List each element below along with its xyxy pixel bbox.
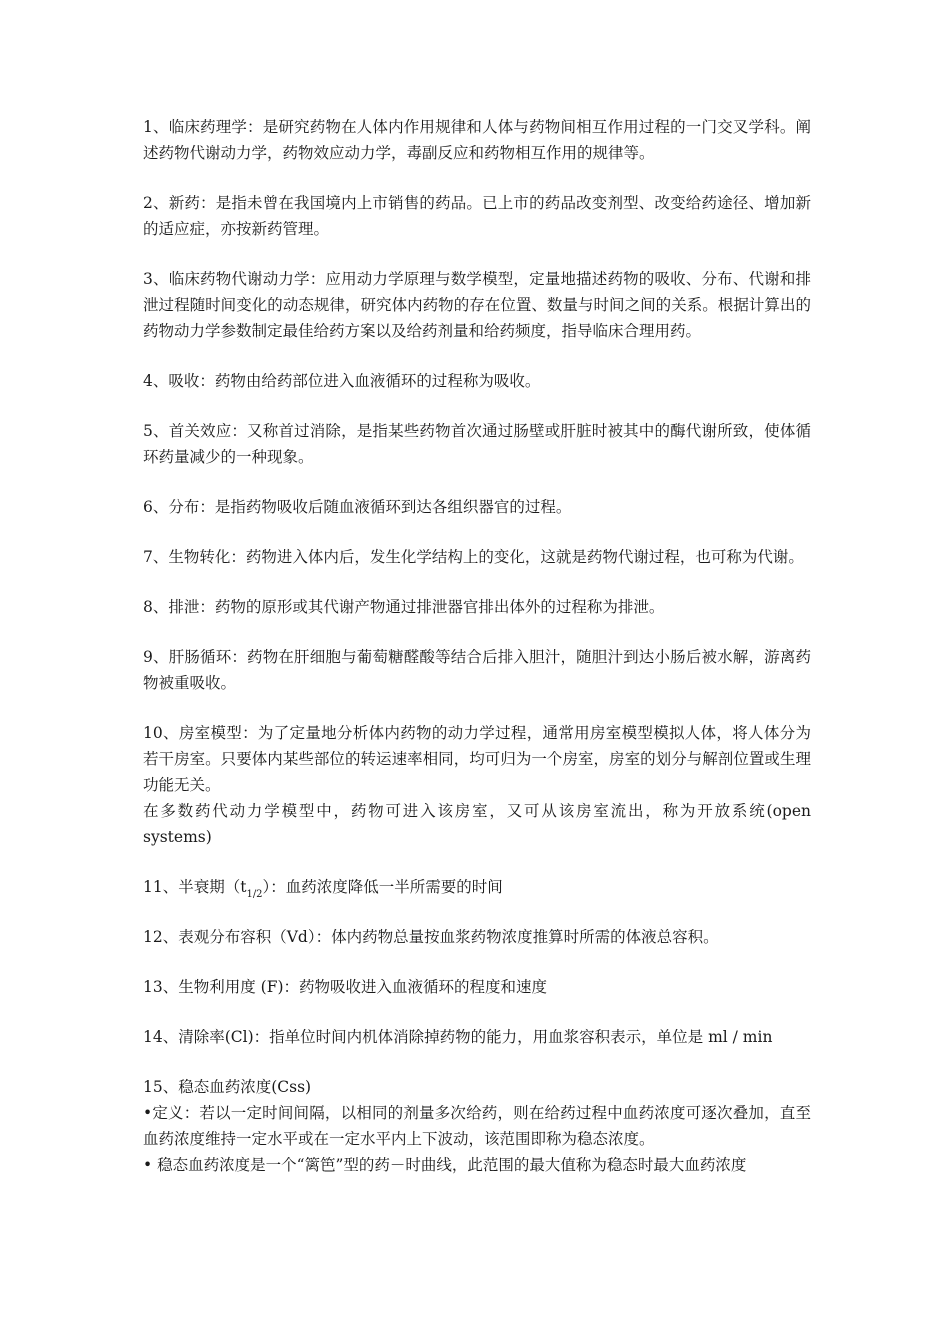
definition-paragraph-10 <box>143 720 811 850</box>
definition-text: 7、生物转化：药物进入体内后，发生化学结构上的变化，这就是药物代谢过程，也可称为代谢。 <box>143 548 804 566</box>
definition-paragraph-13 <box>143 974 811 1000</box>
definition-text: 3、临床药物代谢动力学：应用动力学原理与数学模型，定量地描述药物的吸收、分布、代谢和排泄过程随时间变化的动态规律，研究体内药物的存在位置、数量与时间之间的关系。根据计算出的药物动力学参数制定最佳给药方案以及给药剂量和给药频度，指导临床合理用药。 <box>143 270 811 340</box>
bullet-definition: •定义：若以一定时间间隔，以相同的剂量多次给药，则在给药过程中血药浓度可逐次叠加，直至血药浓度维持一定水平或在一定水平内上下波动，该范围即称为稳态浓度。 <box>143 1104 811 1148</box>
definition-paragraph-9 <box>143 644 811 696</box>
definition-paragraph-5 <box>143 418 811 470</box>
definition-extra-text: 在多数药代动力学模型中，药物可进入该房室，又可从该房室流出，称为开放系统(open systems) <box>143 802 811 846</box>
definition-text: 10、房室模型：为了定量地分析体内药物的动力学过程，通常用房室模型模拟人体，将人体分为若干房室。只要体内某些部位的转运速率相同，均可归为一个房室，房室的划分与解剖位置或生理功能无关。 <box>143 724 811 794</box>
bullet-steady-state: • 稳态血药浓度是一个“篱笆”型的药－时曲线，此范围的最大值称为稳态时最大血药浓度 <box>143 1156 747 1174</box>
definition-text: 13、生物利用度 (F)：药物吸收进入血液循环的程度和速度 <box>143 978 548 996</box>
definition-paragraph-12 <box>143 924 811 950</box>
definition-text: 4、吸收：药物由给药部位进入血液循环的过程称为吸收。 <box>143 372 541 390</box>
definition-paragraph-4 <box>143 368 811 394</box>
definition-text: 15、稳态血药浓度(Css) <box>143 1078 312 1096</box>
document-body <box>143 114 811 1202</box>
definition-paragraph-3 <box>143 266 811 344</box>
half-life-subscript: 1/2 <box>246 889 263 900</box>
definition-text: 1、临床药理学：是研究药物在人体内作用规律和人体与药物间相互作用过程的一门交叉学科。阐述药物代谢动力学，药物效应动力学，毒副反应和药物相互作用的规律等。 <box>143 118 811 162</box>
definition-paragraph-7 <box>143 544 811 570</box>
definition-text: 12、表观分布容积（Vd）：体内药物总量按血浆药物浓度推算时所需的体液总容积。 <box>143 928 719 946</box>
definition-text <box>143 874 811 900</box>
half-life-label: 11、半衰期（t <box>143 878 247 896</box>
definition-paragraph-8 <box>143 594 811 620</box>
definition-paragraph-15 <box>143 1074 811 1178</box>
definition-paragraph-2 <box>143 190 811 242</box>
definition-text: 6、分布：是指药物吸收后随血液循环到达各组织器官的过程。 <box>143 498 572 516</box>
definition-text: 14、清除率(Cl)：指单位时间内机体消除掉药物的能力，用血浆容积表示，单位是 ml / min <box>143 1028 773 1046</box>
definition-paragraph-11 <box>143 874 811 900</box>
definition-text: 9、肝肠循环：药物在肝细胞与葡萄糖醛酸等结合后排入胆汁，随胆汁到达小肠后被水解，游离药物被重吸收。 <box>143 648 811 692</box>
definition-paragraph-1 <box>143 114 811 166</box>
definition-paragraph-6 <box>143 494 811 520</box>
definition-text: 8、排泄：药物的原形或其代谢产物通过排泄器官排出体外的过程称为排泄。 <box>143 598 665 616</box>
half-life-definition: ）：血药浓度降低一半所需要的时间 <box>262 878 503 896</box>
definition-text: 5、首关效应：又称首过消除，是指某些药物首次通过肠壁或肝脏时被其中的酶代谢所致，使体循环药量减少的一种现象。 <box>143 422 811 466</box>
definition-paragraph-14 <box>143 1024 811 1050</box>
definition-text: 2、新药：是指未曾在我国境内上市销售的药品。已上市的药品改变剂型、改变给药途径、增加新的适应症，亦按新药管理。 <box>143 194 811 238</box>
